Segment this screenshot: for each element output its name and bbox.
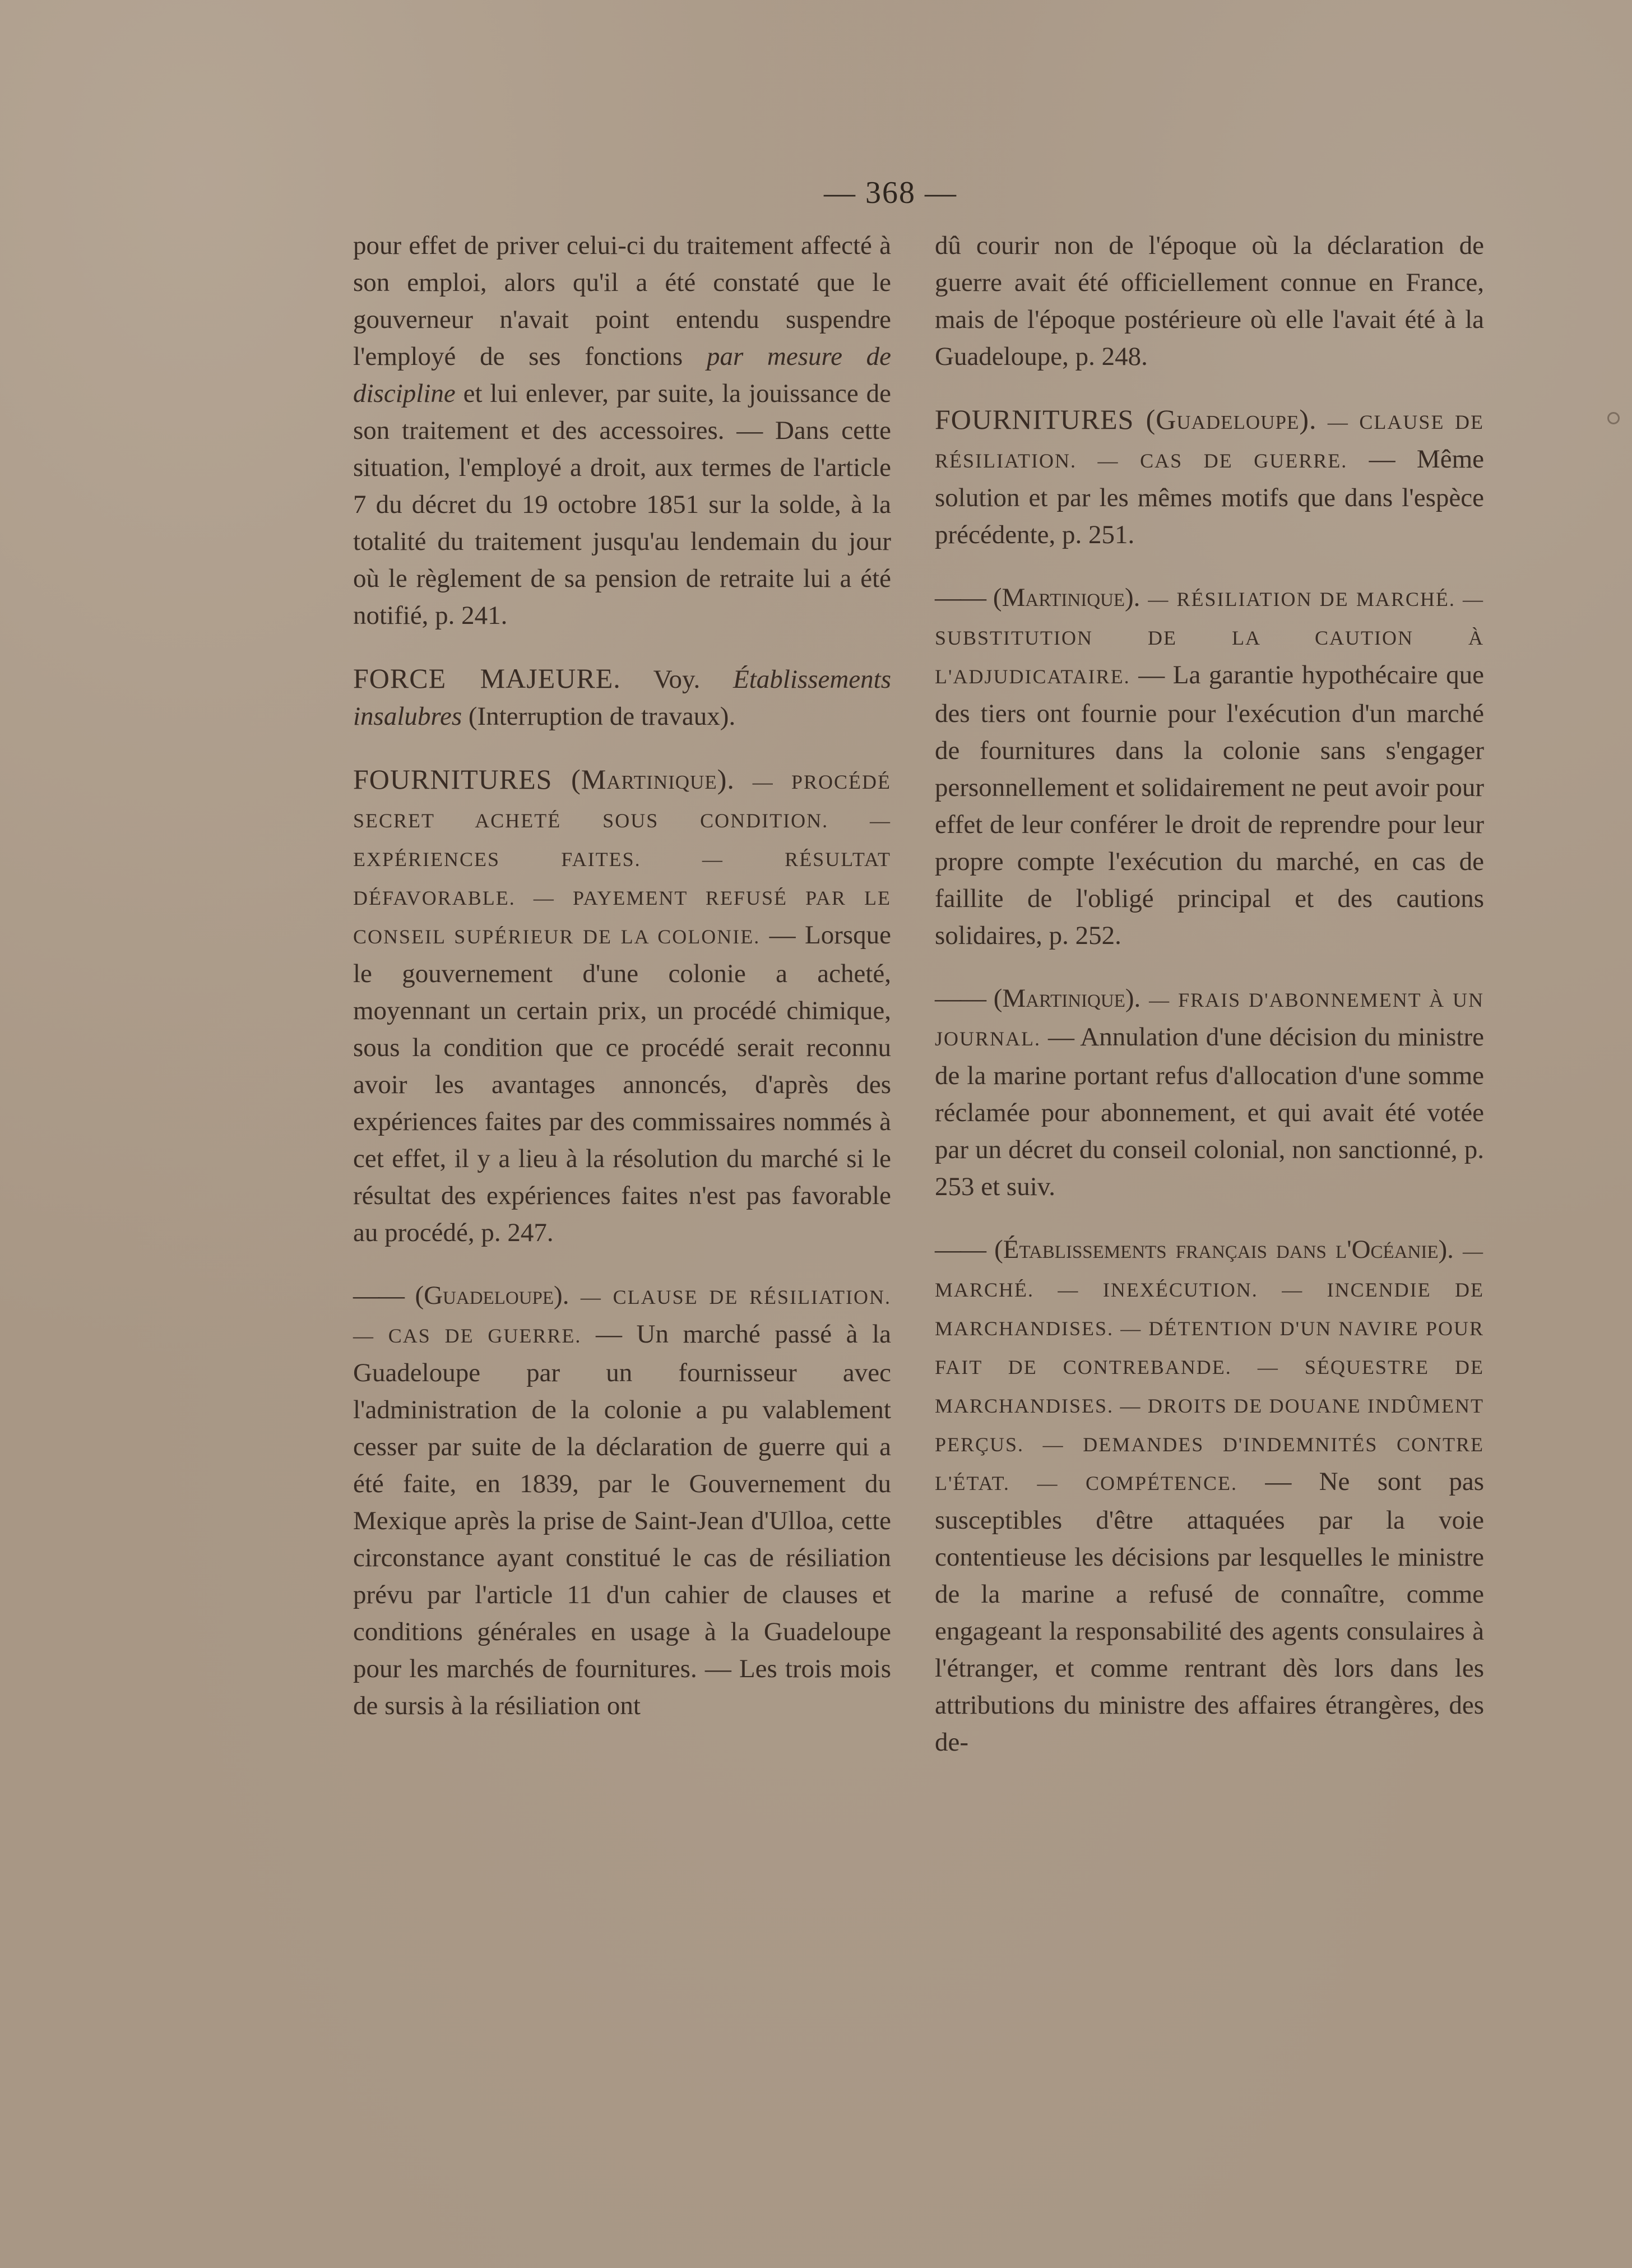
entry-dash: —— xyxy=(353,1281,404,1310)
entry-place: (Établissements français dans l'Océanie). xyxy=(994,1235,1454,1264)
entry-force-majeure xyxy=(353,660,891,735)
entry-keywords: — CLAUSE DE RÉSILIATION. — CAS DE GUERRE. xyxy=(935,411,1485,472)
entry-fournitures-guadeloupe xyxy=(935,401,1484,553)
entry-text: — Ne sont pas susceptibles d'être attaquées par la voie contentieuse les décisions par lesquelles le ministre de la marine a refusé de connaître, comme engageant la responsabilité des agents consulaires à l'étranger, et comme rentrant dès lors dans les attributions du ministre des affaires étrangères, des de- xyxy=(935,1467,1484,1757)
entry-fournitures-martinique xyxy=(353,761,891,1251)
entry-heading: FORCE MAJEURE. xyxy=(353,663,621,694)
entry-place: (Martinique). xyxy=(993,984,1141,1013)
right-continuation-paragraph xyxy=(935,227,1484,375)
entry-keywords: — FRAIS D'ABONNEMENT À UN JOURNAL. xyxy=(935,989,1485,1050)
entry-heading-close: ). xyxy=(1299,404,1317,435)
entry-guadeloupe xyxy=(353,1277,891,1724)
entry-text: — Annulation d'une décision du ministre de la marine portant refus d'allocation d'une somme réclamée pour abonnement, et qui avait été votée par un décret du conseil colonial, non sanctionné, p. 253 et suiv. xyxy=(935,1022,1484,1201)
entry-text: — La garantie hypothécaire que des tiers ont fournie pour l'exécution d'un marché de fournitures dans la colonie sans s'engager personnellement et solidairement ne peut avoir pour effet de leur conférer le droit de reprendre pour leur propre compte l'exécution du marché, en cas de faillite de l'obligé principal et des cautions solidaires, p. 252. xyxy=(935,660,1485,950)
entry-keywords: — CLAUSE DE RÉSILIATION. — CAS DE GUERRE. xyxy=(353,1286,892,1347)
entry-heading: FOURNITURES ( xyxy=(935,404,1156,435)
entry-oceanie xyxy=(935,1231,1484,1761)
entry-reference-end: (Interruption de travaux). xyxy=(468,702,736,731)
page-number: — 368 — xyxy=(824,175,957,210)
entry-dash: —— xyxy=(935,583,985,612)
entry-heading-close: ). xyxy=(717,763,735,795)
entry-martinique-abonnement xyxy=(935,980,1484,1205)
entry-dash: —— xyxy=(935,1235,985,1264)
left-continuation-paragraph xyxy=(353,227,891,634)
entry-text: — Un marché passé à la Guadeloupe par un fournisseur avec l'administration de la colonie a pu valablement cesser par suite de la déclaration de guerre qui a été faite, en 1839, par le Gouvernement du Mexique après la prise de Saint-Jean d'Ulloa, cette circonstance ayant constitué le cas de résiliation prévu par l'article 11 d'un cahier de clauses et conditions générales en usage à la Guadeloupe pour les marchés de fournitures. — Les trois mois de sursis à la résiliation ont xyxy=(353,1320,891,1720)
left-continuation-text: pour effet de priver celui-ci du traitement affecté à son emploi, alors qu'il a été constaté que le gouverneur n'avait point entendu suspendre l'employé de ses fonctions xyxy=(353,231,891,371)
entry-martinique-resiliation xyxy=(935,579,1484,954)
entry-place: (Guadeloupe). xyxy=(415,1281,569,1310)
entry-dash: —— xyxy=(935,984,985,1013)
left-continuation-end: et lui enlever, par suite, la jouissance de son traitement et des accessoires. — Dans cette situation, l'employé a droit, aux termes de l'article 7 du décret du 19 octobre 1851 sur la solde, à la totalité du traitement jusqu'au lendemain du jour où le règlement de sa pension de retraite lui a été notifié, p. 241. xyxy=(353,379,891,630)
left-continuation-italic: par mesure de discipline xyxy=(353,342,892,408)
entry-heading: FOURNITURES ( xyxy=(353,763,581,795)
entry-see-also: Voy. xyxy=(653,665,701,694)
entry-text: — Lorsque le gouvernement d'une colonie a acheté, moyennant un certain prix, un procédé chimique, sous la condition que ce procédé serait reconnu avoir les avantages annoncés, d'après des expériences faites par des commissaires nommés à cet effet, il y a lieu à la résolution du marché si le résultat des expériences faites n'est pas favorable au procédé, p. 247. xyxy=(353,920,891,1247)
entry-keywords: — PROCÉDÉ SECRET ACHETÉ SOUS CONDITION. — EXPÉRIENCES FAITES. — RÉSULTAT DÉFAVORABLE. — PAYEMENT REFUSÉ PAR LE CONSEIL SUPÉRIEUR DE LA COLONIE. xyxy=(353,771,892,948)
entry-place: Guadeloupe xyxy=(1156,404,1300,435)
right-column xyxy=(935,227,1484,1786)
entry-keywords: — MARCHÉ. — INEXÉCUTION. — INCENDIE DE MARCHANDISES. — DÉTENTION D'UN NAVIRE POUR FAIT DE CONTREBANDE. — SÉQUESTRE DE MARCHANDISES. — DROITS DE DOUANE INDÛMENT PERÇUS. — DEMANDES D'INDEMNITÉS CONTRE L'ÉTAT. — COMPÉTENCE. xyxy=(935,1240,1485,1494)
left-column xyxy=(353,227,891,1750)
entry-reference-italic: Établissements insalubres xyxy=(353,665,891,731)
margin-mark xyxy=(1607,412,1620,424)
right-continuation-text: dû courir non de l'époque où la déclaration de guerre avait été officiellement connue en France, mais de l'époque postérieure où elle l'avait été à la Guadeloupe, p. 248. xyxy=(935,231,1484,371)
entry-place: Martinique xyxy=(581,763,717,795)
entry-place: (Martinique). xyxy=(993,583,1140,612)
entry-keywords: — RÉSILIATION DE MARCHÉ. — SUBSTITUTION DE LA CAUTION À L'ADJUDICATAIRE. xyxy=(935,588,1485,688)
entry-text: — Même solution et par les mêmes motifs que dans l'espèce précédente, p. 251. xyxy=(935,445,1484,549)
